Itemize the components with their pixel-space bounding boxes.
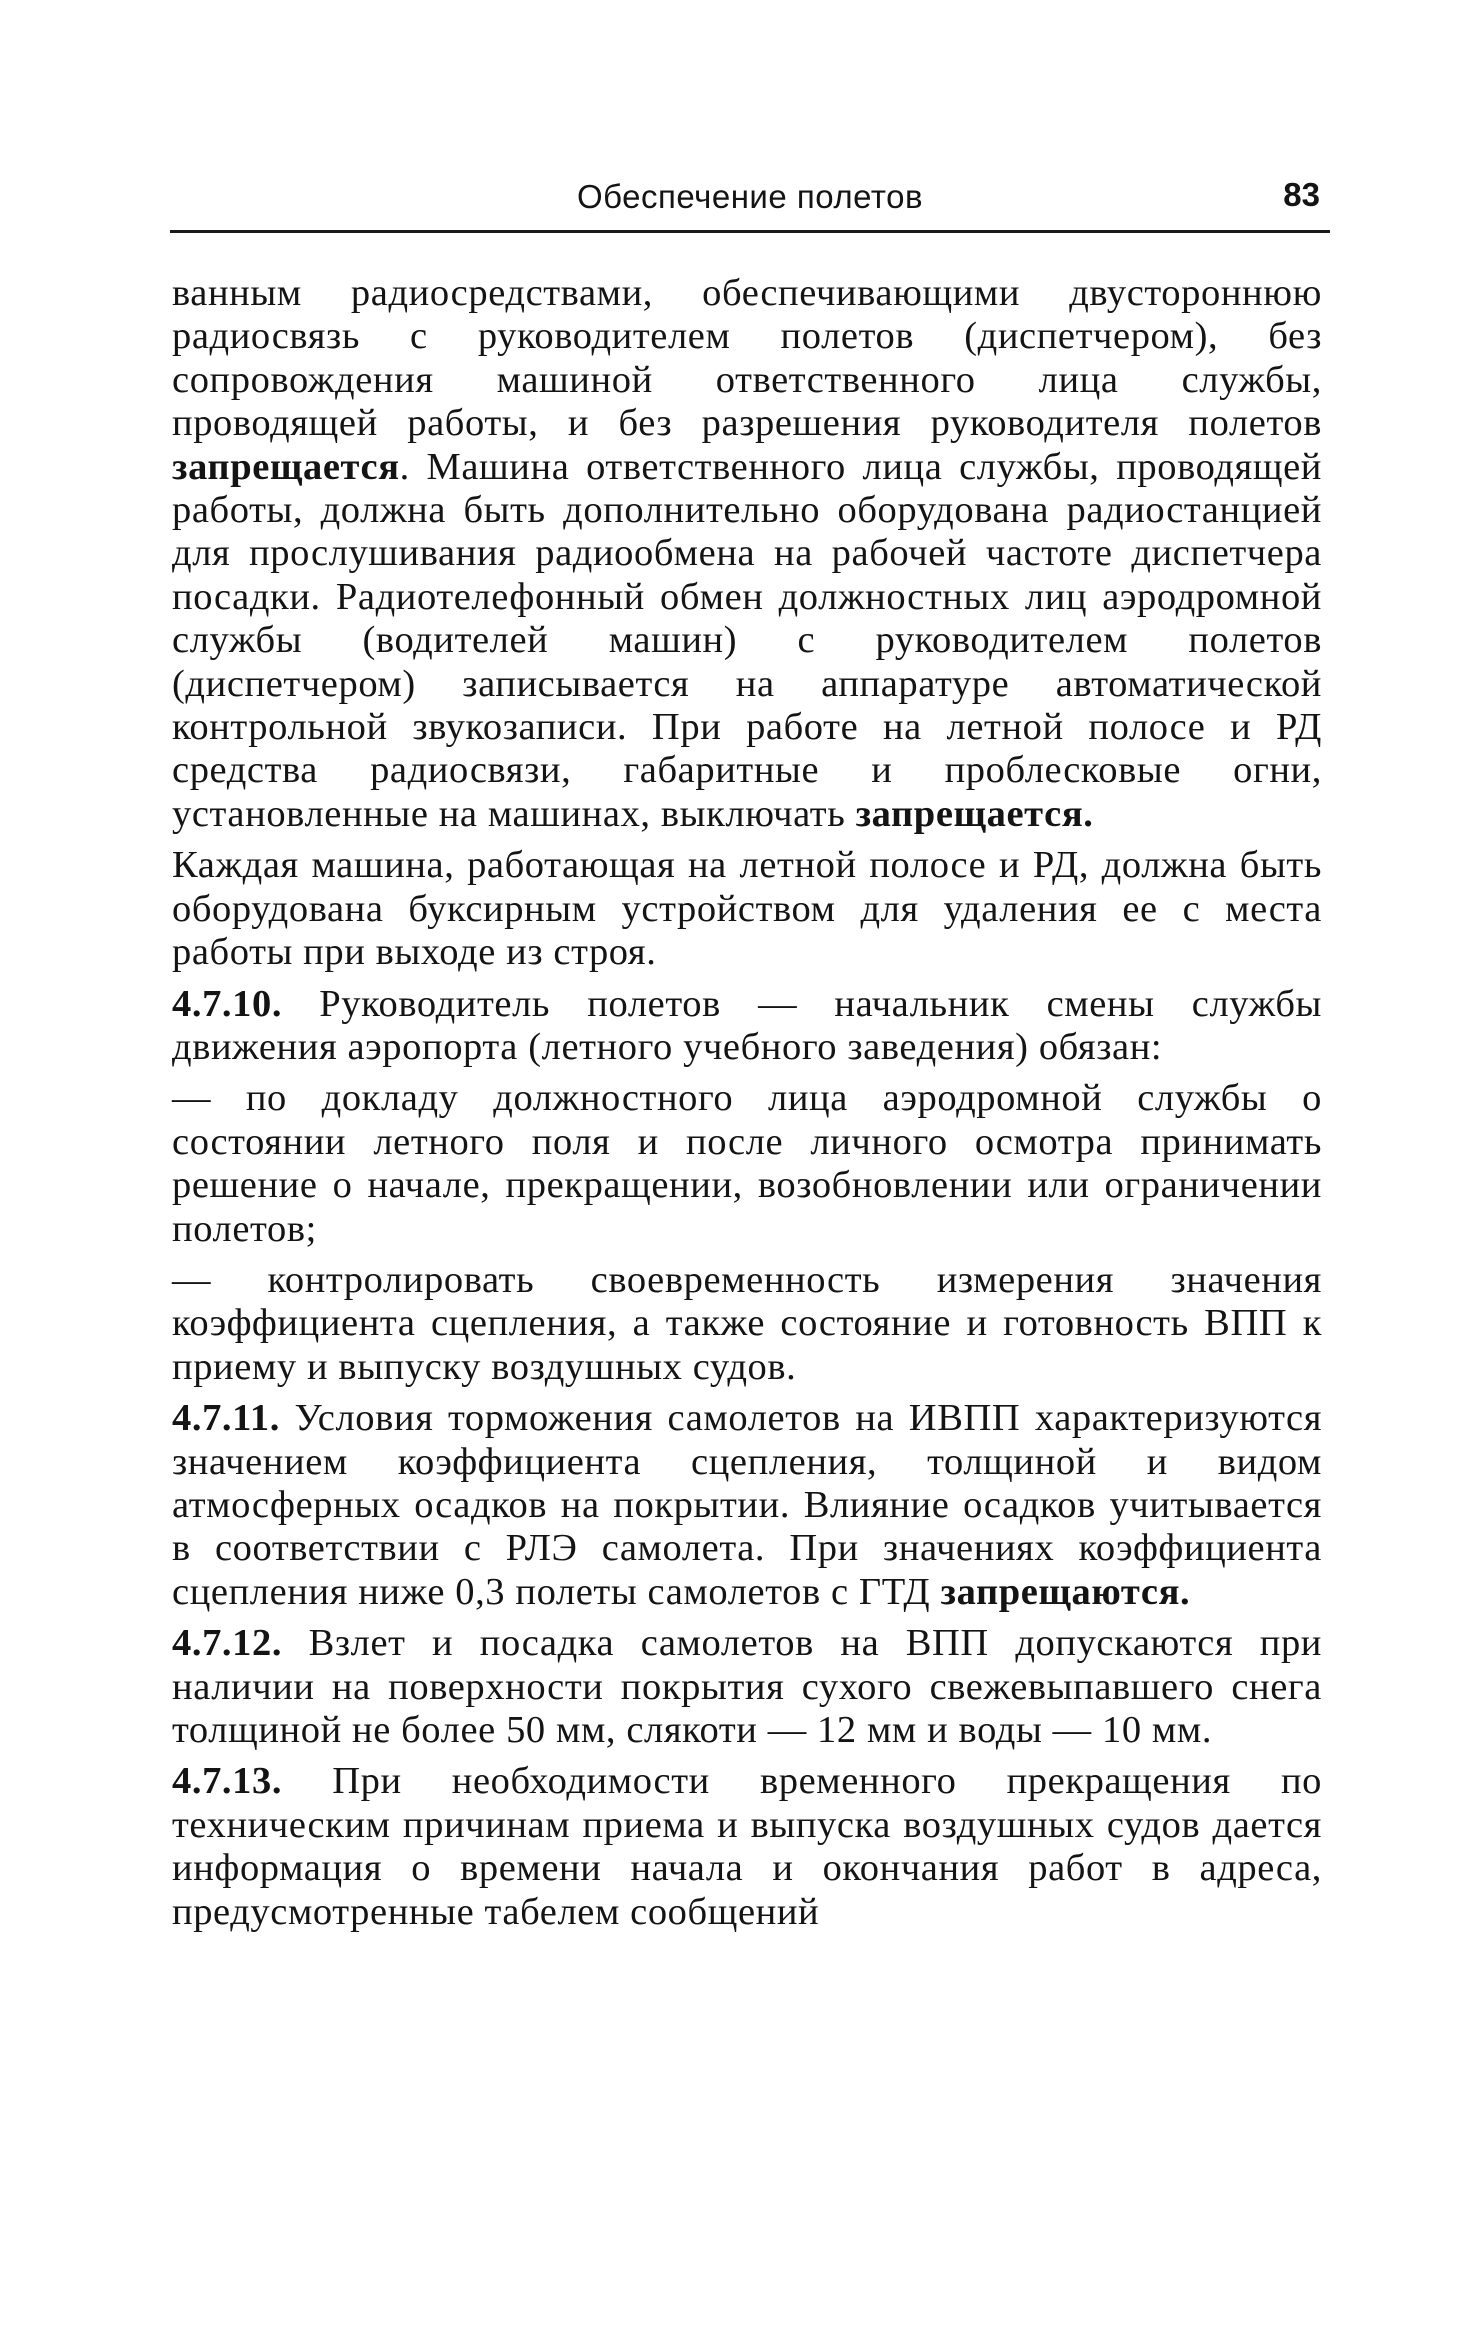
paragraph-4-7-12 bbox=[172, 1622, 1322, 1752]
text-segment: Взлет и посадка самолетов на ВПП допускаются при наличии на поверхности покрытия сухого свежевыпавшего снега толщиной не более 50 мм, слякоти — 12 мм и воды — 10 мм. bbox=[172, 1622, 1322, 1751]
paragraph-4-7-10 bbox=[172, 983, 1322, 1070]
text-segment: При необходимости временного прекращения по техническим причинам приема и выпуска воздушных судов дается информация о времени начала и окончания работ в адреса, предусмотренные табелем сообщений bbox=[172, 1760, 1322, 1933]
bold-text-segment: запрещаются. bbox=[940, 1570, 1191, 1613]
section-number: 4.7.13. bbox=[172, 1760, 283, 1803]
section-number: 4.7.11. bbox=[172, 1397, 280, 1440]
text-segment: — контролировать своевременность измерения значения коэффициента сцепления, а также состояние и готовность ВПП к приему и выпуску воздушных судов. bbox=[172, 1258, 1322, 1388]
text-segment: . Машина ответственного лица службы, проводящей работы, должна быть дополнительно оборудована радиостанцией для прослушивания радиообмена на рабочей частоте диспетчера посадки. Радиотелефонный обмен должностных лиц аэродромной службы (водителей машин) с руководителем полетов (диспетчером) записывается на аппаратуре автоматической контрольной звукозаписи. При работе на летной полосе и РД средства радиосвязи, габаритные и проблесковые огни, установленные на машинах, выключать bbox=[172, 445, 1322, 835]
text-segment: Каждая машина, работающая на летной полосе и РД, должна быть оборудована буксирным устройством для удаления ее с места работы при выходе из строя. bbox=[172, 844, 1322, 974]
paragraph-4-7-11 bbox=[172, 1397, 1322, 1614]
text-segment: ванным радиосредствами, обеспечивающими двустороннюю радиосвязь с руководителем полетов (диспетчером), без сопровождения машиной ответственного лица службы, проводящей работы, и без разрешения руководителя полетов bbox=[172, 272, 1322, 445]
page-number: 83 bbox=[1283, 176, 1320, 213]
list-item-control-friction bbox=[172, 1259, 1322, 1389]
paragraph-continuation bbox=[172, 272, 1322, 836]
bold-text-segment: запрещается bbox=[172, 445, 400, 488]
section-number: 4.7.12. bbox=[172, 1622, 283, 1665]
list-item-report-decision bbox=[172, 1077, 1322, 1251]
text-segment: — по докладу должностного лица аэродромной службы о состоянии летного поля и после личного осмотра принимать решение о начале, прекращении, возобновлении или ограничении полетов; bbox=[172, 1077, 1322, 1250]
running-title: Обеспечение полетов bbox=[576, 178, 924, 215]
text-segment: Руководитель полетов — начальник смены службы движения аэропорта (летного учебного заведения) обязан: bbox=[172, 982, 1322, 1068]
running-header bbox=[170, 168, 1330, 228]
bold-text-segment: запрещается. bbox=[855, 792, 1094, 835]
header-rule bbox=[170, 230, 1330, 233]
paragraph-tow-device bbox=[172, 844, 1322, 974]
paragraph-4-7-13 bbox=[172, 1760, 1322, 1934]
body-text bbox=[172, 272, 1322, 1934]
section-number: 4.7.10. bbox=[172, 982, 283, 1025]
text-segment: Условия торможения самолетов на ИВПП характеризуются значением коэффициента сцепления, толщиной и видом атмосферных осадков на покрытии. Влияние осадков учитывается в соответствии с РЛЭ самолета. При значениях коэффициента сцепления ниже 0,3 полеты самолетов с ГТД bbox=[172, 1397, 1322, 1613]
